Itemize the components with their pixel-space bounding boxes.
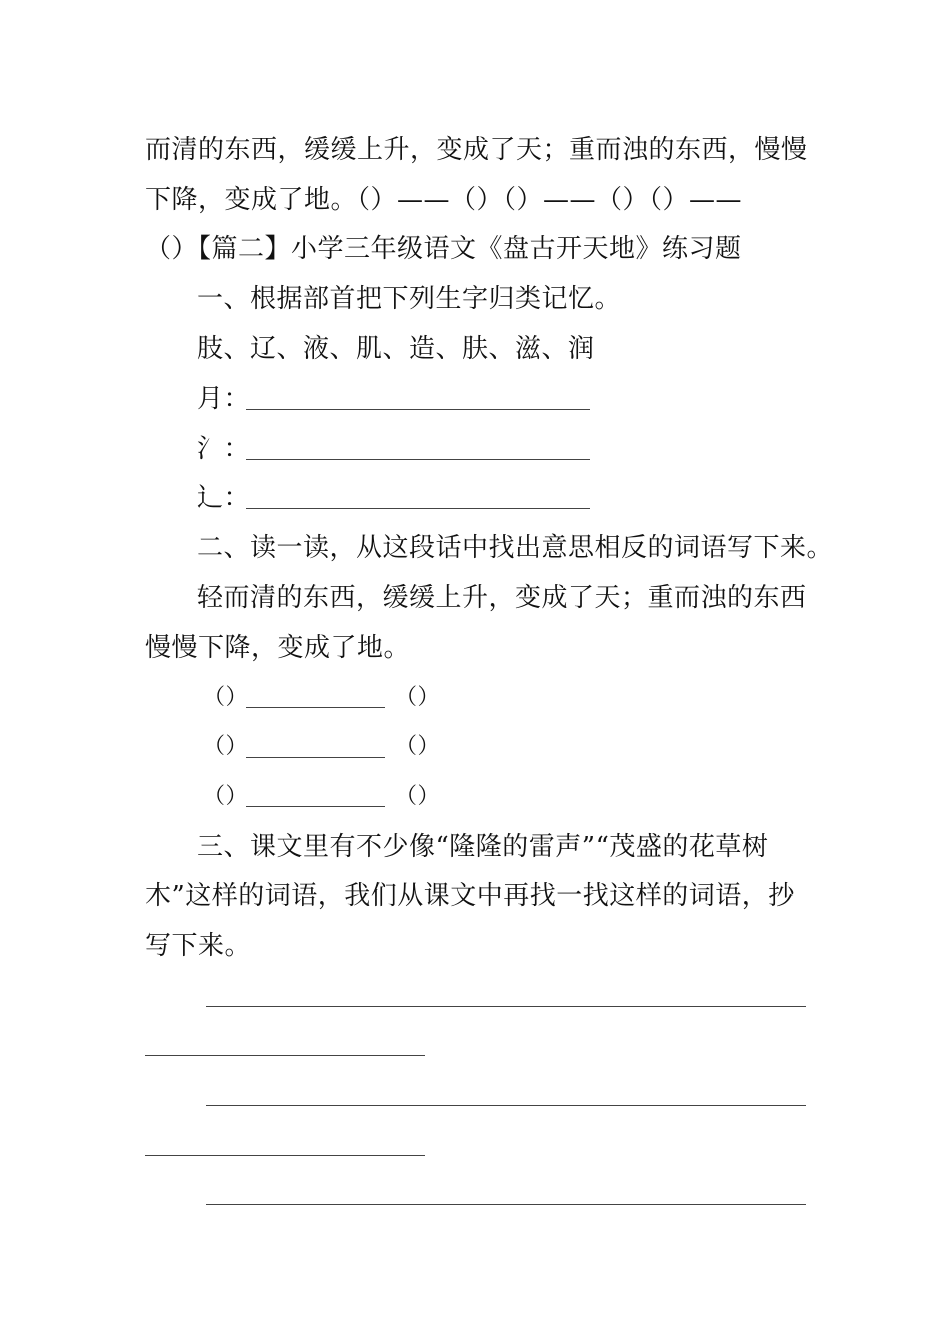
question-1-title: 一、根据部首把下列生字归类记忆。 (197, 284, 622, 314)
radical-label-moon: 月： (197, 384, 251, 414)
question-3-line-3: 写下来。 (145, 931, 252, 961)
antonym-row-3-left: （） (203, 784, 249, 809)
antonym-row-3-right: （） (395, 784, 441, 809)
answer-line-moon[interactable] (246, 409, 590, 410)
antonym-row-1-right: （） (395, 685, 441, 710)
question-1-characters: 肢、辽、液、肌、造、肤、滋、润 (197, 334, 595, 364)
copy-line-1a[interactable] (206, 1006, 806, 1007)
text-line-1: 而清的东西，缓缓上升，变成了天；重而浊的东西，慢慢 (145, 135, 808, 165)
antonym-row-3-blank[interactable] (246, 806, 385, 807)
antonym-row-2-blank[interactable] (246, 757, 385, 758)
antonym-row-2-right: （） (395, 734, 441, 759)
antonym-row-1-blank[interactable] (246, 707, 385, 708)
question-3-line-1: 三、课文里有不少像“隆隆的雷声”“茂盛的花草树 (197, 832, 769, 862)
copy-line-3a[interactable] (206, 1204, 806, 1205)
antonym-row-2-left: （） (203, 734, 249, 759)
radical-row-moon (197, 384, 250, 414)
answer-line-walk[interactable] (246, 508, 590, 509)
text-line-2: 下降，变成了地。（）——（）（）——（）（）—— (145, 185, 743, 215)
copy-line-2a[interactable] (206, 1105, 806, 1106)
question-2-passage-line-2: 慢慢下降，变成了地。 (145, 633, 411, 663)
radical-label-walk: 辶： (197, 483, 251, 513)
question-2-passage-line-1: 轻而清的东西，缓缓上升，变成了天；重而浊的东西 (197, 583, 807, 613)
copy-line-1b[interactable] (145, 1055, 425, 1056)
text-line-3-section-title: （）【篇二】小学三年级语文《盘古开天地》练习题 (145, 234, 742, 264)
copy-line-2b[interactable] (145, 1155, 425, 1156)
radical-row-walk (197, 483, 250, 513)
radical-row-water (197, 434, 250, 464)
question-2-title: 二、读一读，从这段话中找出意思相反的词语写下来。 (197, 533, 834, 563)
antonym-row-1-left: （） (203, 685, 249, 710)
radical-label-water: 氵： (197, 434, 251, 464)
question-3-line-2: 木”这样的词语，我们从课文中再找一找这样的词语，抄 (145, 881, 795, 911)
answer-line-water[interactable] (246, 459, 590, 460)
